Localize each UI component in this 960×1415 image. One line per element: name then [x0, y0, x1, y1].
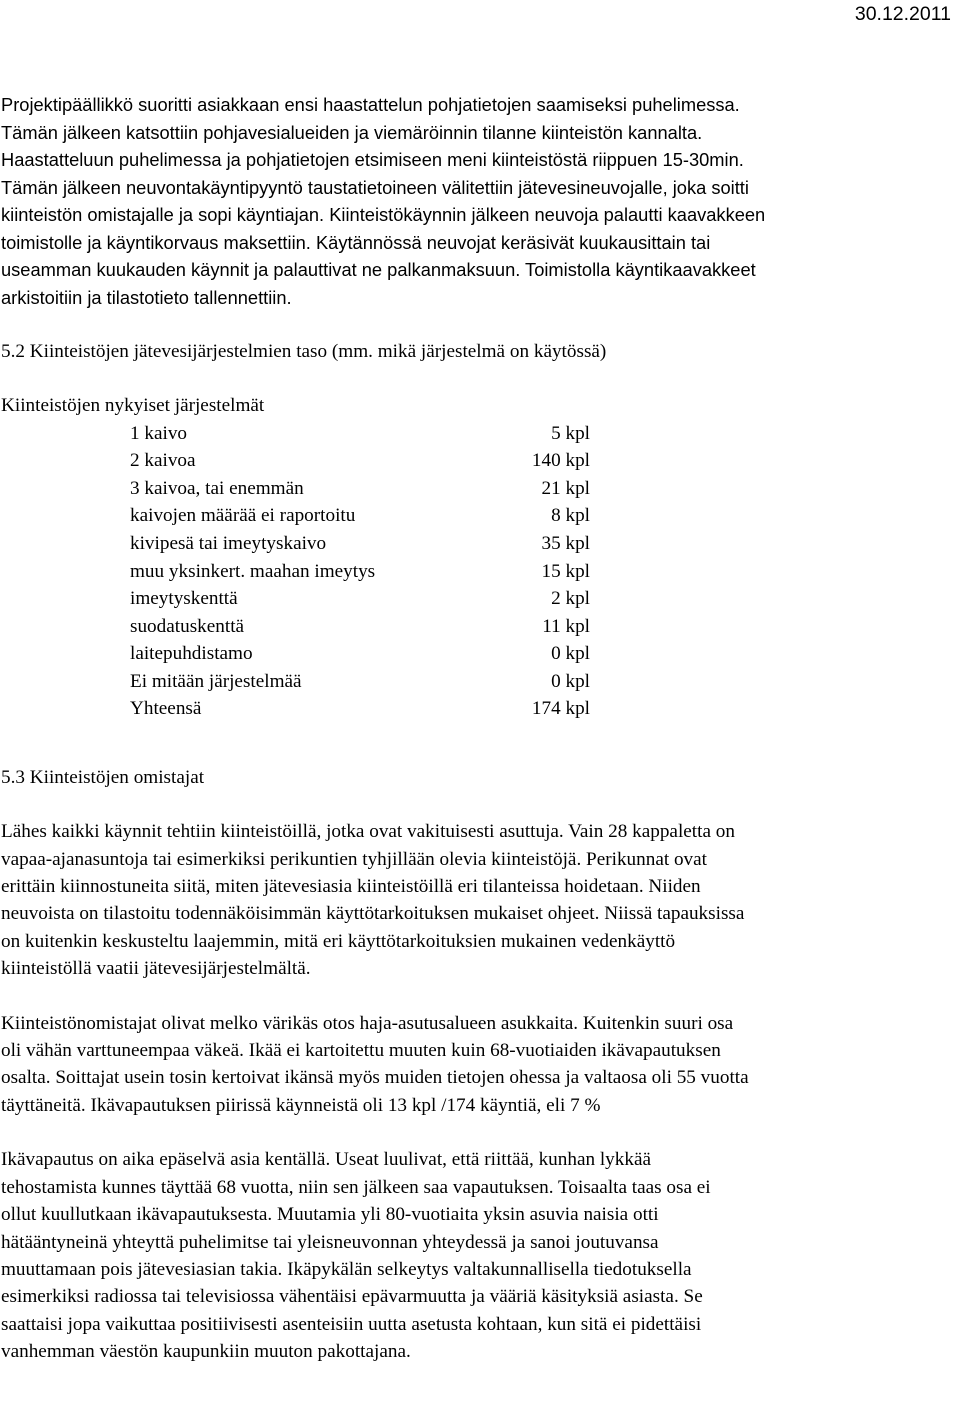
system-count: 2 kpl — [551, 588, 590, 610]
intro-paragraph: Projektipäällikkö suoritti asiakkaan ensi haastattelun pohjatietojen saamiseksi puhelimessa. Tämän jälkeen katsottiin pohjavesialueiden ja viemäröinnin tilanne kiinteistön kannalta. Haastatteluun puhelimessa ja pohjatietojen etsimiseen meni kiinteistöstä riippuen 15-30min. Tämän jälkeen neuvontakäyntipyyntö taustatietoineen välitettiin jätevesineuvojalle, joka soitti kiinteistön omistajalle ja sopi käyntiajan. Kiinteistökäynnin jälkeen neuvoja palautti kaavakkeen toimistolle ja käyntikorvaus maksettiin. Käytännössä neuvojat keräsivät kuukausittain tai useamman kuukauden käynnit ja palauttivat ne palkanmaksuun. Toimistolla käyntikaavakkeet arkistoitiin ja tilastotieto tallennettiin. — [1, 94, 766, 308]
table-row — [130, 502, 590, 530]
system-label: imeytyskenttä — [130, 588, 238, 610]
system-count: 35 kpl — [541, 533, 590, 554]
table-row — [130, 558, 590, 586]
system-label: suodatuskenttä — [130, 615, 245, 637]
page-date: 30.12.2011 — [854, 3, 951, 25]
system-label: 2 kaivoa — [130, 450, 196, 472]
table-row — [130, 420, 590, 448]
system-count: 174 kpl — [531, 698, 590, 720]
systems-table — [130, 420, 590, 723]
document-body — [0, 91, 960, 1366]
system-count: 140 kpl — [531, 450, 590, 472]
system-label: Ei mitään järjestelmää — [130, 670, 302, 692]
table-row — [130, 530, 590, 558]
owners-paragraph-3: Ikävapautus on aika epäselvä asia kentällä. Useat luulivat, että riittää, kunhan lykkää tehostamista kunnes täyttää 68 vuotta, niin sen jälkeen saa vapautuksen. Toisaalta taas osa ei ollut kuullutkaan ikävapautuksesta. Muutamia yli 80-vuotiaita yksin asuvia naisia otti hätääntyneinä yhteyttä puhelimitse tai yleisneuvonnan yhteydessä ja sanoi joutuvansa muuttamaan pois jätevesiasian takia. Ikäpykälän selkeytys valtakunnallisella tiedotuksella esimerkiksi radiossa tai televisiossa vähentäisi epävarmuutta ja vääriä käsityksiä asiasta. Se saattaisi jopa vaikuttaa positiivisesti asenteisiin uutta asetusta kohtaan, kun sitä ei pidettäisi vanhemman väestön kaupunkiin muuton pakottajana. — [1, 1149, 711, 1363]
table-row — [130, 613, 590, 641]
system-label: Yhteensä — [130, 698, 202, 720]
system-label: kaivojen määrää ei raportoitu — [130, 505, 356, 527]
section-5-2-heading: 5.2 Kiinteistöjen jätevesijärjestelmien taso (mm. mikä järjestelmä on käytössä) — [1, 341, 607, 362]
system-count: 11 kpl — [542, 615, 590, 637]
table-row — [130, 447, 590, 475]
system-count: 0 kpl — [551, 643, 590, 665]
system-label: 1 kaivo — [130, 422, 188, 444]
system-label: laitepuhdistamo — [130, 643, 253, 665]
system-count: 0 kpl — [551, 670, 590, 692]
section-5-3-heading: 5.3 Kiinteistöjen omistajat — [1, 766, 205, 788]
table-row — [130, 695, 590, 723]
table-row — [130, 640, 590, 668]
owners-paragraph-2: Kiinteistönomistajat olivat melko värikäs otos haja-asutusalueen asukkaita. Kuitenkin suuri osa oli vähän varttuneempaa väkeä. Ikää ei kartoitettu muuten kuin 68-vuotiaiden ikävapautuksen osalta. Soittajat usein tosin kertoivat ikänsä myös muiden tietojen ohessa ja valtaosa oli 55 vuotta täyttäneitä. Ikävapautuksen piirissä käynneistä oli 13 kpl /174 käyntiä, eli 7 % — [1, 1012, 749, 1116]
table-row — [130, 475, 590, 503]
system-label: muu yksinkert. maahan imeytys — [130, 560, 376, 582]
system-label: kivipesä tai imeytyskaivo — [130, 533, 327, 554]
systems-subheading: Kiinteistöjen nykyiset järjestelmät — [1, 395, 265, 417]
table-row — [130, 585, 590, 613]
table-row — [130, 668, 590, 696]
system-count: 15 kpl — [541, 560, 590, 582]
system-label: 3 kaivoa, tai enemmän — [130, 477, 304, 499]
owners-paragraph-1: Lähes kaikki käynnit tehtiin kiinteistöillä, jotka ovat vakituisesti asuttuja. Vain 28 kappaletta on vapaa-ajanasuntoja tai esimerkiksi perikuntien tyhjillään olevia kiinteistöjä. Perikunnat ovat erittäin kiinnostuneita siitä, miten jätevesiasia kiinteistöillä eri tilanteissa hoidetaan. Niiden neuvoista on tilastoitu todennäköisimmän käyttötarkoituksen mukaiset ohjeet. Niissä tapauksissa on kuitenkin keskusteltu laajemmin, mitä eri käyttötarkoituksien mukainen vedenkäyttö kiinteistöllä vaatii jätevesijärjestelmältä. — [1, 821, 745, 980]
system-count: 5 kpl — [551, 422, 590, 444]
system-count: 21 kpl — [541, 477, 590, 499]
system-count: 8 kpl — [551, 505, 590, 527]
